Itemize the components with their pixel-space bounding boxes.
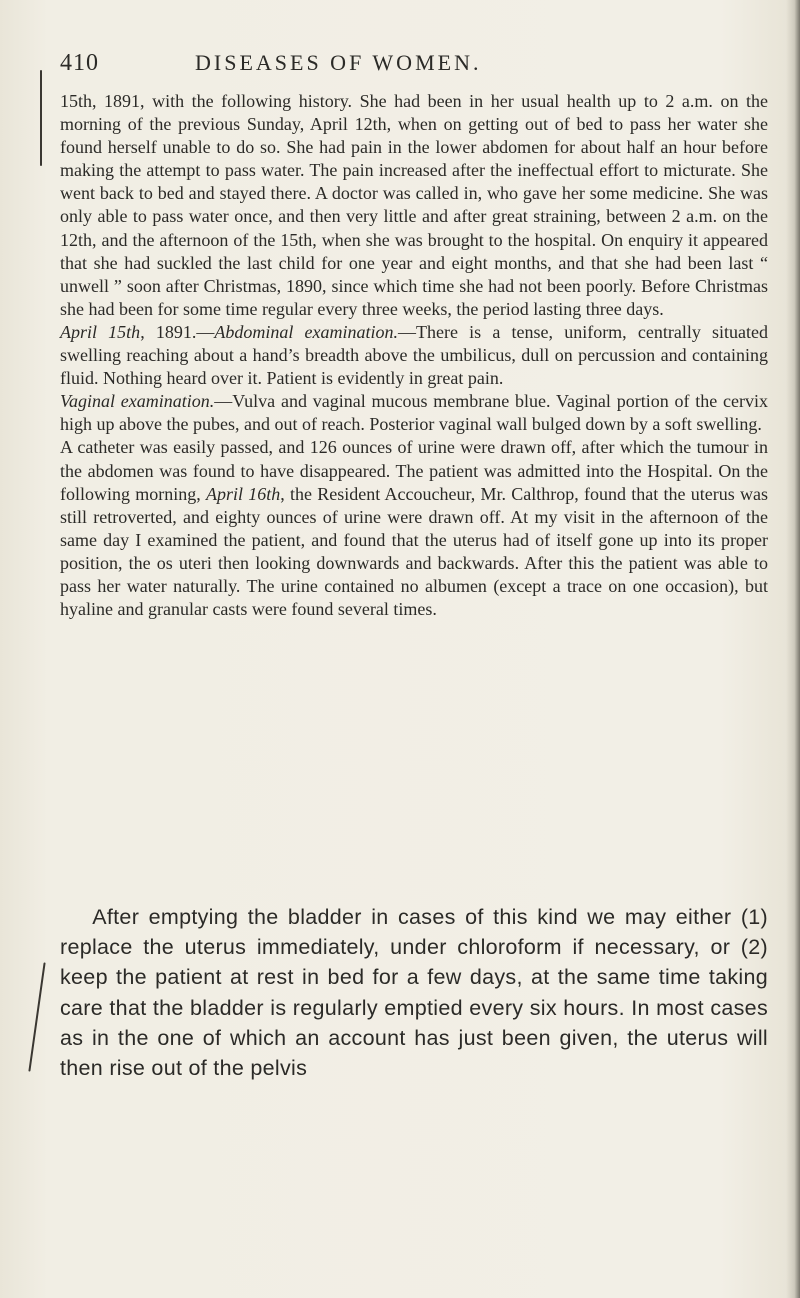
text-run: A catheter was easily passed, and 126 ounces of urine were drawn off, after which the tumour in the abdomen was found to have disappeared. The patient was admitted into the Hospital. On the following morning, (60, 437, 768, 504)
text-run: 15th, 1891, with the following history. She had been in her usual health up to 2 a.m. on the morning of the previous Sunday, April 12th, when on getting out of bed to pass her water she found herself unable to do so. She had pain in the lower abdomen for about half an hour before making the attempt to pass water. The pain increased after the ineffectual effort to micturate. She went back to bed and stayed there. A doctor was called in, who gave her some medicine. She was only able to pass water once, and then very little and after great straining, between 2 a.m. on the 12th, and the afternoon of the 15th, when she was brought to the hospital. On enquiry it appeared that she had suckled the last child for one year and eight months, and that she had been last “ unwell ” soon after Christmas, 1890, since which time she had not been poorly. Before Christmas she had been for some time regular every three weeks, the period lasting three days. (60, 91, 768, 319)
case-paragraph (60, 436, 768, 621)
margin-pencil-mark (28, 962, 45, 1071)
margin-pencil-mark (40, 70, 42, 166)
conclusion-text (60, 902, 768, 1083)
text-run: —Vulva and vaginal mucous membrane blue. Vaginal portion of the cervix high up above the pubes, and out of reach. Posterior vaginal wall bulged down by a soft swelling. (60, 391, 768, 435)
case-paragraph (60, 321, 768, 390)
case-paragraph (60, 90, 768, 321)
conclusion-paragraph: After emptying the bladder in cases of this kind we may either (1) replace the uterus immediately, under chloroform if necessary, or (2) keep the patient at rest in bed for a few days, at the same time taking care that the bladder is regularly emptied every six hours. In most cases as in the one of which an account has just been given, the uterus will then rise out of the pelvis (60, 905, 768, 1081)
text-run: , the Resident Accoucheur, Mr. Calthrop, found that the uterus was still retroverted, and eighty ounces of urine were drawn off. At my visit in the afternoon of the same day I examined the patient, and found that the uterus had of itself gone up into its proper position, the os uteri then looking downwards and backwards. After this the patient was able to pass her water naturally. The urine contained no albumen (except a trace on one occasion), but hyaline and granular casts were found several times. (60, 483, 768, 620)
case-paragraph (60, 390, 768, 436)
italic-run: Abdominal examination. (214, 321, 399, 342)
italic-run: Vaginal examination. (60, 391, 215, 412)
text-run: , 1891.— (140, 321, 215, 342)
page-header (60, 48, 760, 88)
page-edge-shadow (786, 0, 800, 1298)
italic-run: April 15th (60, 321, 141, 342)
text-run: —There is a tense, uniform, centrally situated swelling reaching about a hand’s breadth above the umbilicus, dull on percussion and containing fluid. Nothing heard over it. Patient is evidently in great pain. (60, 321, 768, 389)
italic-run: April 16th (206, 483, 281, 504)
running-head: DISEASES OF WOMEN. (195, 50, 482, 75)
page-number: 410 (60, 50, 99, 76)
case-history-text (60, 90, 768, 621)
